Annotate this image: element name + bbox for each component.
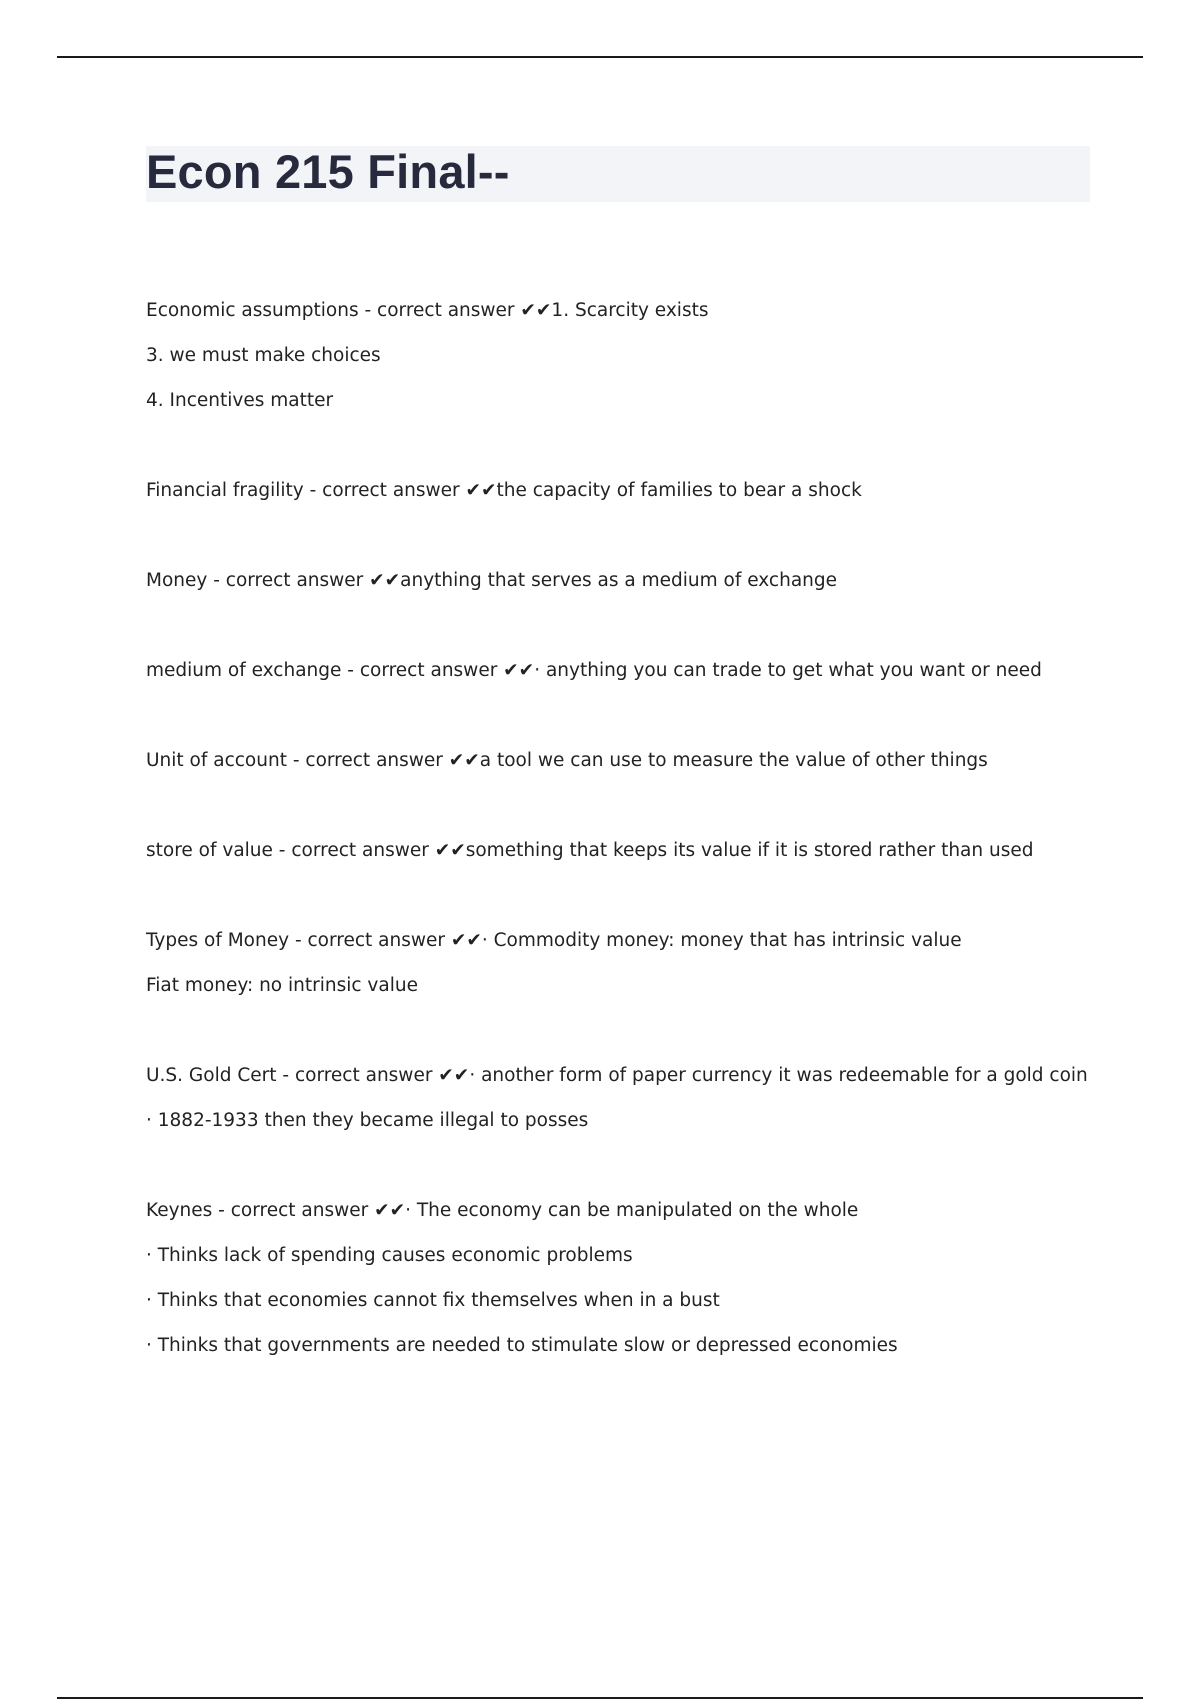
answer-separator: - correct answer ✔✔	[303, 480, 497, 501]
answer-line: Fiat money: no intrinsic value	[146, 975, 418, 996]
answer-line: 4. Incentives matter	[146, 390, 334, 411]
entry-term: Money	[146, 570, 208, 591]
flashcard-entry	[146, 468, 1106, 513]
entry-term: U.S. Gold Cert	[146, 1065, 277, 1086]
flashcard-entry	[146, 918, 1106, 1008]
answer-line: 3. we must make choices	[146, 345, 381, 366]
entry-term: Types of Money	[146, 930, 290, 951]
answer-text: anything that serves as a medium of exchange	[400, 570, 838, 591]
entry-first-line	[146, 918, 1106, 963]
answer-line: · Thinks lack of spending causes economic problems	[146, 1245, 633, 1266]
entry-first-line	[146, 648, 1106, 693]
flashcard-entry	[146, 738, 1106, 783]
answer-text: something that keeps its value if it is stored rather than used	[465, 840, 1034, 861]
entry-term: store of value	[146, 840, 273, 861]
answer-text: · The economy can be manipulated on the whole	[405, 1200, 859, 1221]
answer-line: · Thinks that economies cannot fix themselves when in a bust	[146, 1290, 720, 1311]
answer-text: the capacity of families to bear a shock	[496, 480, 862, 501]
answer-separator: - correct answer ✔✔	[276, 1065, 470, 1086]
bottom-rule	[57, 1697, 1143, 1699]
answer-line: · 1882-1933 then they became illegal to posses	[146, 1110, 589, 1131]
flashcard-entry	[146, 1053, 1106, 1143]
entry-first-line	[146, 1188, 1106, 1233]
entry-term: Unit of account	[146, 750, 287, 771]
answer-separator: - correct answer ✔✔	[341, 660, 535, 681]
entry-term: Keynes	[146, 1200, 213, 1221]
answer-separator: - correct answer ✔✔	[272, 840, 466, 861]
answer-line: · Thinks that governments are needed to stimulate slow or depressed economies	[146, 1335, 898, 1356]
flashcard-entry	[146, 288, 1106, 423]
answer-text: · Commodity money: money that has intrinsic value	[481, 930, 962, 951]
answer-separator: - correct answer ✔✔	[207, 570, 401, 591]
flashcard-entry	[146, 828, 1106, 873]
entry-term: Economic assumptions	[146, 300, 359, 321]
flashcard-list	[146, 288, 1106, 1413]
entry-first-line	[146, 468, 1106, 513]
answer-text: · another form of paper currency it was redeemable for a gold coin	[469, 1065, 1088, 1086]
answer-text: · anything you can trade to get what you want or need	[534, 660, 1042, 681]
entry-first-line	[146, 558, 1106, 603]
flashcard-entry	[146, 648, 1106, 693]
flashcard-entry	[146, 558, 1106, 603]
entry-first-line	[146, 828, 1106, 873]
answer-separator: - correct answer ✔✔	[212, 1200, 406, 1221]
top-rule	[57, 56, 1143, 58]
answer-separator: - correct answer ✔✔	[358, 300, 552, 321]
answer-text: a tool we can use to measure the value of other things	[479, 750, 988, 771]
answer-separator: - correct answer ✔✔	[286, 750, 480, 771]
entry-term: medium of exchange	[146, 660, 342, 681]
answer-separator: - correct answer ✔✔	[289, 930, 482, 951]
entry-first-line	[146, 288, 1106, 333]
flashcard-entry	[146, 1188, 1106, 1368]
entry-term: Financial fragility	[146, 480, 304, 501]
entry-first-line	[146, 1053, 1106, 1098]
entry-first-line	[146, 738, 1106, 783]
page-title: Econ 215 Final--	[146, 145, 510, 198]
answer-text: 1. Scarcity exists	[551, 300, 709, 321]
